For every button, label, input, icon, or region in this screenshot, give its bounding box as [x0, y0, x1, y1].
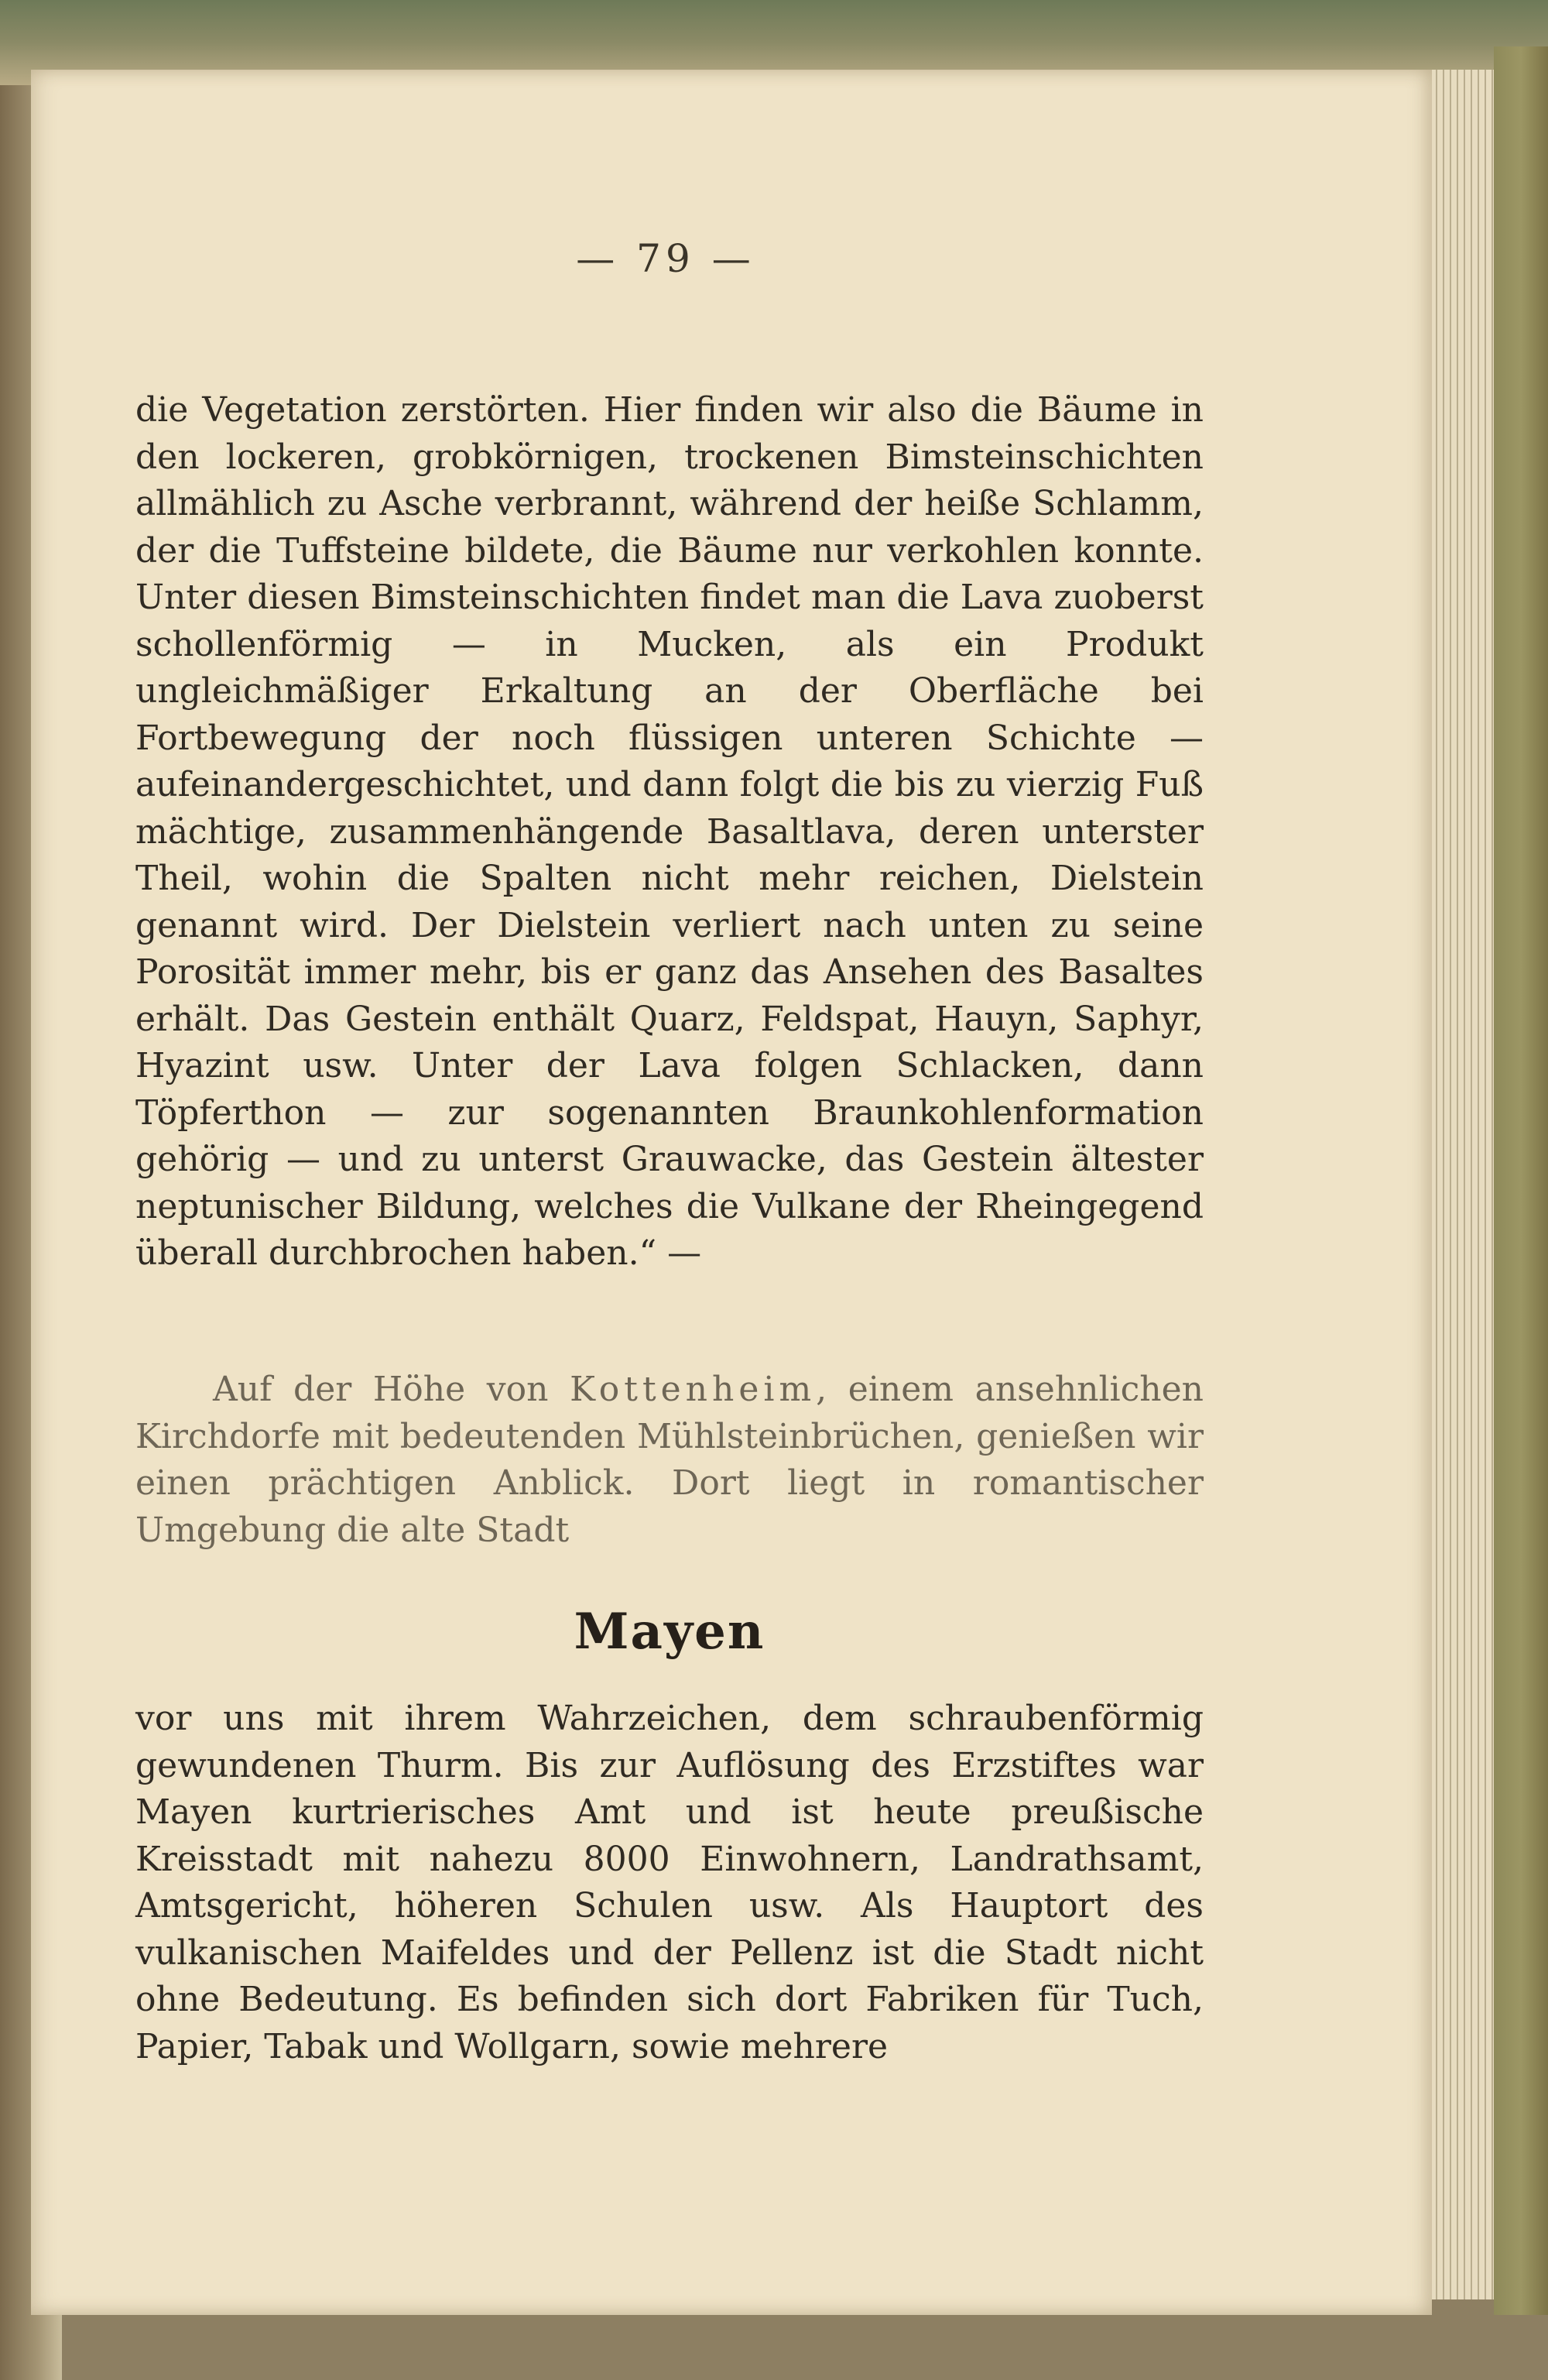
paragraph-text-before: Auf der Höhe von [213, 1370, 570, 1409]
book-cover-edge [1494, 46, 1548, 2315]
page-number: — 79 — [576, 236, 755, 281]
section-heading: Mayen [574, 1603, 765, 1661]
place-name-kottenheim: Kottenheim [570, 1370, 817, 1409]
paragraph-mayen [135, 1696, 1204, 2070]
paragraph-text-after: , einem ansehnlichen Kirchdorfe mit bedeutenden Mühlsteinbrüchen, genießen wir einen prächtigen Anblick. Dort liegt in romantischer Umgebung die alte Stadt [135, 1370, 1204, 1550]
paragraph-text: vor uns mit ihrem Wahrzeichen, dem schraubenförmig gewundenen Thurm. Bis zur Auflösung des Erzstiftes war Mayen kurtrierisches Amt und ist heute preußische Kreisstadt mit nahezu 8000 Einwohnern, Landrathsamt, Amtsgericht, höheren Schulen usw. Als Hauptort des vulkanischen Maifeldes und der Pellenz ist die Stadt nicht ohne Bedeutung. Es befinden sich dort Fabriken für Tuch, Papier, Tabak und Wollgarn, sowie mehrere [135, 1699, 1204, 2066]
paragraph-kottenheim [135, 1367, 1204, 1554]
paragraph-vegetation [135, 387, 1204, 1277]
paragraph-text: die Vegetation zerstörten. Hier finden wir also die Bäume in den lockeren, grobkörnigen, trockenen Bimsteinschichten allmählich zu Asche verbrannt, während der heiße Schlamm, der die Tuffsteine bildete, die Bäume nur verkohlen konnte. Unter diesen Bimsteinschichten findet man die Lava zuoberst schollenförmig — in Mucken, als ein Produkt ungleichmäßiger Erkaltung an der Oberfläche bei Fortbewegung der noch flüssigen unteren Schichte — aufeinandergeschichtet, und dann folgt die bis zu vierzig Fuß mächtige, zusammenhängende Basaltlava, deren unterster Theil, wohin die Spalten nicht mehr reichen, Dielstein genannt wird. Der Dielstein verliert nach unten zu seine Porosität immer mehr, bis er ganz das Ansehen des Basaltes erhält. Das Gestein enthält Quarz, Feldspat, Hauyn, Saphyr, Hyazint usw. Unter der Lava folgen Schlacken, dann Töpferthon — zur sogenannten Braunkohlenformation gehörig — und zu unterst Grauwacke, das Gestein ältester neptunischer Bildung, welches die Vulkane der Rheingegend überall durchbrochen haben.“ — [135, 390, 1204, 1273]
